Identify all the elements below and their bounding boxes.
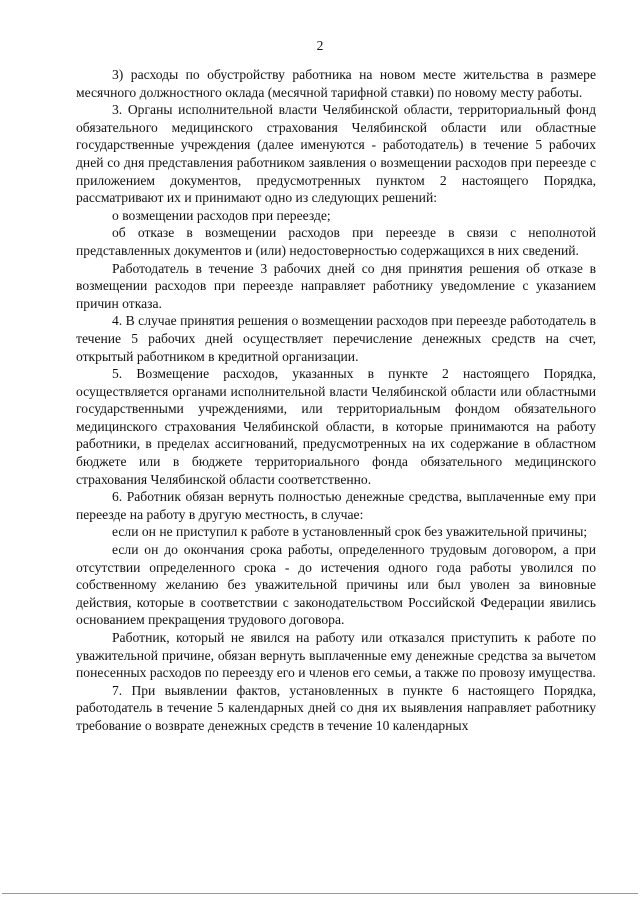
page-number: 2 xyxy=(316,38,324,53)
paragraph-decision-reimburse: о возмещении расходов при переезде; xyxy=(112,207,331,223)
paragraph-clause-3: 3. Органы исполнительной власти Челябинской области, территориальный фонд обязательного медицинского страхования Челябинской области или областные государственные учреждения (далее именуются - работодатель) в течение 5 рабочих дней со дня представления работником заявления о возмещении расходов при переезде с приложением документов, предусмотренных пунктом 2 настоящего Порядка, рассматривают их и принимают одно из следующих решений: xyxy=(76,102,596,206)
paragraph-refusal-notice: Работодатель в течение 3 рабочих дней со дня принятия решения об отказе в возмещении расходов при переезде направляет работнику уведомление с указанием причин отказа. xyxy=(76,260,596,311)
paragraph-valid-reason-return: Работник, который не явился на работу или отказался приступить к работе по уважительной причине, обязан вернуть выплаченные ему денежные средства за вычетом понесенных расходов по переезду его и членов его семьи, а также по провозу имущества. xyxy=(76,630,596,681)
paragraph-clause-5: 5. Возмещение расходов, указанных в пункте 2 настоящего Порядка, осуществляется органами исполнительной власти Челябинской области или областными государственными учреждениями, или территориальным фондом обязательного медицинского страхования Челябинской области, в которые принимаются на работу работники, в пределах ассигнований, предусмотренных на их содержание в областном бюджете или в бюджете территориального фонда обязательного медицинского страхования Челябинской области соответственно. xyxy=(76,366,596,487)
page-bottom-rule xyxy=(2,893,638,894)
paragraph-clause-4: 4. В случае принятия решения о возмещении расходов при переезде работодатель в течение 5 рабочих дней осуществляет перечисление денежных средств на счет, открытый работником в кредитной организации. xyxy=(76,313,596,364)
paragraph-case-dismissed: если он до окончания срока работы, определенного трудовым договором, а при отсутствии определенного срока - до истечения одного года работы уволился по собственному желанию без уважительной причины или был уволен за виновные действия, которые в соответствии с законодательством Российской Федерации явились основанием прекращения трудового договора. xyxy=(76,542,596,628)
document-body xyxy=(76,66,596,735)
paragraph-case-not-started: если он не приступил к работе в установленный срок без уважительной причины; xyxy=(112,524,588,540)
paragraph-decision-refuse: об отказе в возмещении расходов при переезде в связи с неполнотой представленных документов и (или) недостоверностью содержащихся в них сведений. xyxy=(76,225,596,258)
paragraph-clause-7: 7. При выявлении фактов, установленных в пункте 6 настоящего Порядка, работодатель в течение 5 календарных дней со дня их выявления направляет работнику требование о возврате денежных средств в течение 10 календарных xyxy=(76,682,596,733)
paragraph-clause-6: 6. Работник обязан вернуть полностью денежные средства, выплаченные ему при переезде на работу в другую местность, в случае: xyxy=(76,489,596,522)
paragraph-expenses-resettlement: 3) расходы по обустройству работника на новом месте жительства в размере месячного должностного оклада (месячной тарифной ставки) по новому месту работы. xyxy=(76,67,596,100)
